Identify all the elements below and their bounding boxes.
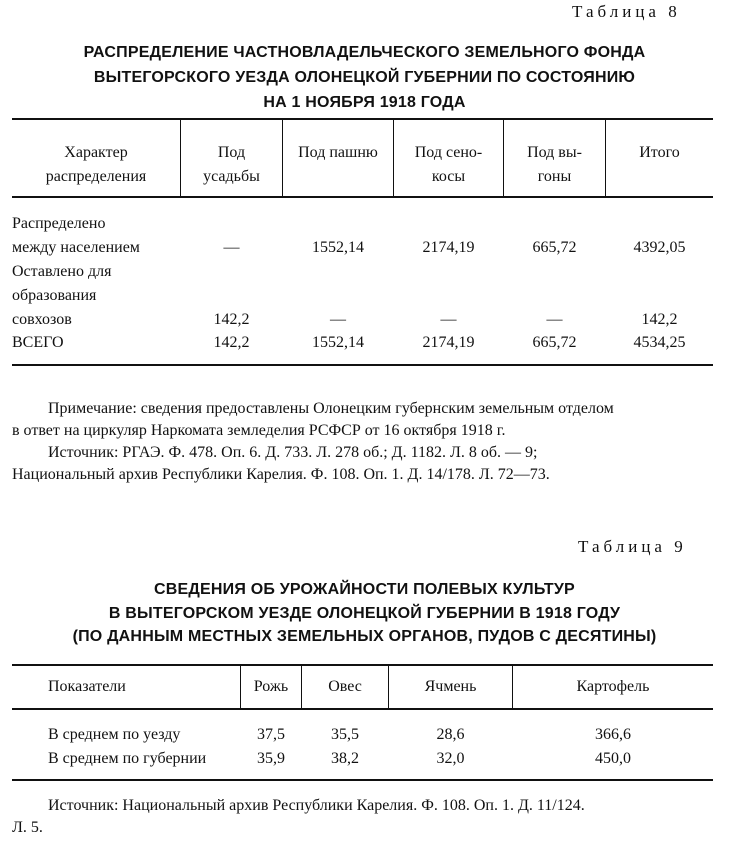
table-8-cell: 4534,25 xyxy=(633,334,686,351)
table-8-title-line-1: РАСПРЕДЕЛЕНИЕ ЧАСТНОВЛАДЕЛЬЧЕСКОГО ЗЕМЕЛЬНОГО ФОНДА xyxy=(83,44,646,61)
table-8-row-label: ВСЕГО xyxy=(12,334,64,351)
table-9-cell: 28,6 xyxy=(436,726,465,743)
table-8-bottom-rule xyxy=(12,364,713,366)
table-8-header-cell: Под вы- гоны xyxy=(527,144,582,185)
table-8-cell: 2174,19 xyxy=(422,334,475,351)
table-9-source: Источник: Национальный архив Республики Карелия. Ф. 108. Оп. 1. Д. 11/124. Л. 5. xyxy=(12,797,585,836)
table-9-title-line-2: В ВЫТЕГОРСКОМ УЕЗДЕ ОЛОНЕЦКОЙ ГУБЕРНИИ В 1918 ГОДУ xyxy=(108,605,621,622)
table-9-header-cell: Картофель xyxy=(576,678,650,695)
table-8-cell: 2174,19 xyxy=(422,239,475,256)
table-8-header-cell: Характер распределения xyxy=(45,144,147,185)
table-8-row-label: Оставлено для образования совхозов xyxy=(12,263,112,328)
table-9-header-cell: Ячмень xyxy=(424,678,477,695)
table-8-top-rule xyxy=(12,118,713,120)
table-9-top-rule xyxy=(12,664,713,666)
table-8-cell: 1552,14 xyxy=(312,239,364,256)
table-9-cell: 37,5 xyxy=(257,726,285,743)
table-8-cell: 665,72 xyxy=(532,334,577,351)
table-8-cell: 142,2 xyxy=(641,311,678,328)
table-8-note: Примечание: сведения предоставлены Олонецким губернским земельным отделом в ответ на циркуляр Наркомата земледелия РСФСР от 16 октября 1918 г. xyxy=(12,400,614,439)
table-9-cell: 38,2 xyxy=(331,750,359,767)
table-8-cell: 1552,14 xyxy=(312,334,364,351)
table-9-cell: 32,0 xyxy=(436,750,465,767)
table-9-header-cell: Овес xyxy=(328,678,362,695)
table-9-cell: 450,0 xyxy=(595,750,631,767)
table-8-source: Источник: РГАЭ. Ф. 478. Оп. 6. Д. 733. Л. 278 об.; Д. 1182. Л. 8 об. — 9; Национальный архив Республики Карелия. Ф. 108. Оп. 1. Д. 14/178. Л. 72—73. xyxy=(12,444,550,483)
table-8-row-label: Распределено между населением xyxy=(12,215,140,256)
table-8-label: Таблица 8 xyxy=(572,2,681,21)
table-9-cell: 366,6 xyxy=(595,726,631,743)
table-8-cell: — xyxy=(546,311,563,328)
table-8-cell: — xyxy=(223,239,240,256)
table-8-header-cell: Итого xyxy=(639,144,680,161)
table-9-title-line-1: СВЕДЕНИЯ ОБ УРОЖАЙНОСТИ ПОЛЕВЫХ КУЛЬТУР xyxy=(154,581,575,598)
table-9-title-line-3: (ПО ДАННЫМ МЕСТНЫХ ЗЕМЕЛЬНЫХ ОРГАНОВ, ПУДОВ С ДЕСЯТИНЫ) xyxy=(72,628,657,645)
table-9-header-cell: Рожь xyxy=(253,678,289,695)
table-8-header-cell: Под усадьбы xyxy=(203,144,260,185)
table-9-bottom-rule xyxy=(12,779,713,781)
table-8-header-cell: Под пашню xyxy=(298,144,378,161)
table-9-header-cell: Показатели xyxy=(48,678,126,695)
table-8-cell: 665,72 xyxy=(532,239,577,256)
table-8-cell: 4392,05 xyxy=(633,239,686,256)
table-8-cell: 142,2 xyxy=(213,334,250,351)
table-9-label: Таблица 9 xyxy=(578,537,687,556)
table-9-cell: 35,9 xyxy=(257,750,285,767)
table-8-header-rule xyxy=(12,196,713,198)
table-8-cell: 142,2 xyxy=(213,311,250,328)
table-8-cell: — xyxy=(440,311,457,328)
table-8-title-line-2: ВЫТЕГОРСКОГО УЕЗДА ОЛОНЕЦКОЙ ГУБЕРНИИ ПО СОСТОЯНИЮ xyxy=(93,69,636,86)
table-8-cell: — xyxy=(330,311,346,328)
table-9-row-label: В среднем по губернии xyxy=(48,750,207,767)
table-9-cell: 35,5 xyxy=(331,726,359,743)
table-8-header-cell: Под сено- косы xyxy=(414,144,483,185)
table-9-row-label: В среднем по уезду xyxy=(48,726,181,743)
table-8-title-line-3: НА 1 НОЯБРЯ 1918 ГОДА xyxy=(263,94,466,111)
table-9-header-rule xyxy=(12,708,713,710)
